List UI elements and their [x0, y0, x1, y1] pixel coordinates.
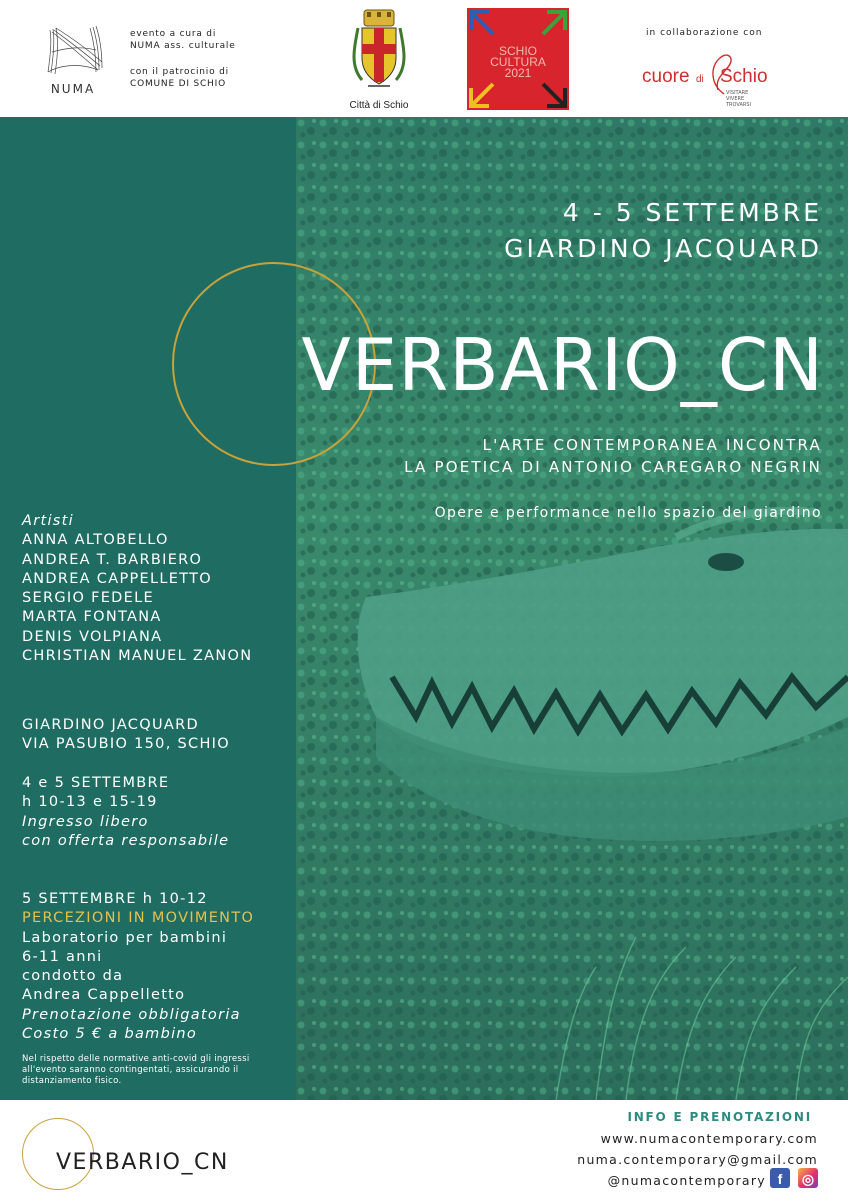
numa-name: NUMA [50, 82, 96, 96]
schio-crest-icon [340, 8, 418, 98]
artist-name: ANDREA CAPPELLETTO [22, 570, 212, 587]
artist-name: CHRISTIAN MANUEL ZANON [22, 648, 253, 665]
credit-line: NUMA ass. culturale [130, 41, 236, 51]
artist-name: MARTA FONTANA [22, 609, 162, 626]
credit-line: evento a cura di [130, 29, 217, 39]
email-link[interactable]: numa.contemporary@gmail.com [577, 1152, 818, 1167]
date-line: 4 - 5 SETTEMBRE [562, 198, 822, 227]
crest-label: Città di Schio [349, 100, 409, 111]
credit-line: COMUNE DI SCHIO [130, 79, 226, 89]
cuore-schio-word: Schio [720, 66, 768, 87]
collab-label: in collaborazione con [646, 28, 763, 38]
cuore-di-word: di [696, 74, 704, 85]
header-credits [130, 28, 236, 90]
event-title: VERBARIO_CN [301, 323, 824, 407]
event-tagline: Opere e performance nello spazio del giardino [434, 505, 822, 521]
instagram-icon[interactable]: ◎ [798, 1168, 818, 1188]
cuore-word: cuore [642, 66, 690, 87]
artist-name: SERGIO FEDELE [22, 590, 154, 607]
artists-label: Artisti [22, 513, 74, 529]
artists-list [22, 512, 252, 666]
artist-name: ANNA ALTOBELLO [22, 532, 169, 549]
cultura-text: SCHIO CULTURA 2021 [490, 44, 546, 80]
event-dates [504, 195, 822, 267]
credit-line: con il patrocinio di [130, 67, 229, 77]
schio-cultura-logo [467, 8, 569, 110]
numa-logo [38, 22, 108, 100]
artist-name: DENIS VOLPIANA [22, 628, 163, 645]
venue-address: GIARDINO JACQUARD VIA PASUBIO 150, SCHIO [22, 717, 230, 753]
facebook-icon[interactable]: f [770, 1168, 790, 1188]
workshop-time: 5 SETTEMBRE h 10-12 [22, 891, 208, 907]
hero [0, 117, 848, 1100]
website-link[interactable]: www.numacontemporary.com [600, 1131, 818, 1146]
footer [0, 1100, 848, 1200]
schio-crest [340, 8, 418, 112]
info-heading: INFO E PRENOTAZIONI [627, 1110, 812, 1124]
artist-name: ANDREA T. BARBIERO [22, 551, 203, 568]
kids-workshop: 5 SETTEMBRE h 10-12 PERCEZIONI IN MOVIMENTO Laboratorio per bambini 6-11 anni condotto da Andrea Cappelletto Prenotazione obbligatoria Costo 5 € a bambino [22, 891, 255, 1043]
opening-hours: 4 e 5 SETTEMBRE h 10-13 e 15-19 Ingresso libero con offerta responsabile [22, 775, 230, 849]
header-logos-bar [0, 0, 848, 117]
cuore-tagline: VISITARE VIVERE TROVARSI [726, 90, 752, 108]
verbario-logo [22, 1114, 282, 1194]
event-subtitle: L'ARTE CONTEMPORANEA INCONTRA LA POETICA DI ANTONIO CAREGARO NEGRIN [404, 436, 822, 476]
footer-title: VERBARIO_CN [56, 1150, 229, 1175]
numa-mark-icon [38, 22, 108, 80]
social-handle[interactable]: @numacontemporary [607, 1173, 766, 1188]
covid-notice: Nel rispetto delle normative anti-covid gli ingressi all'evento saranno contingentati, assicurando il distanziamento fisico. [22, 1054, 250, 1086]
workshop-name: PERCEZIONI IN MOVIMENTO [22, 910, 255, 927]
cuore-di-schio-logo [640, 48, 780, 108]
venue-line: GIARDINO JACQUARD [504, 234, 822, 263]
